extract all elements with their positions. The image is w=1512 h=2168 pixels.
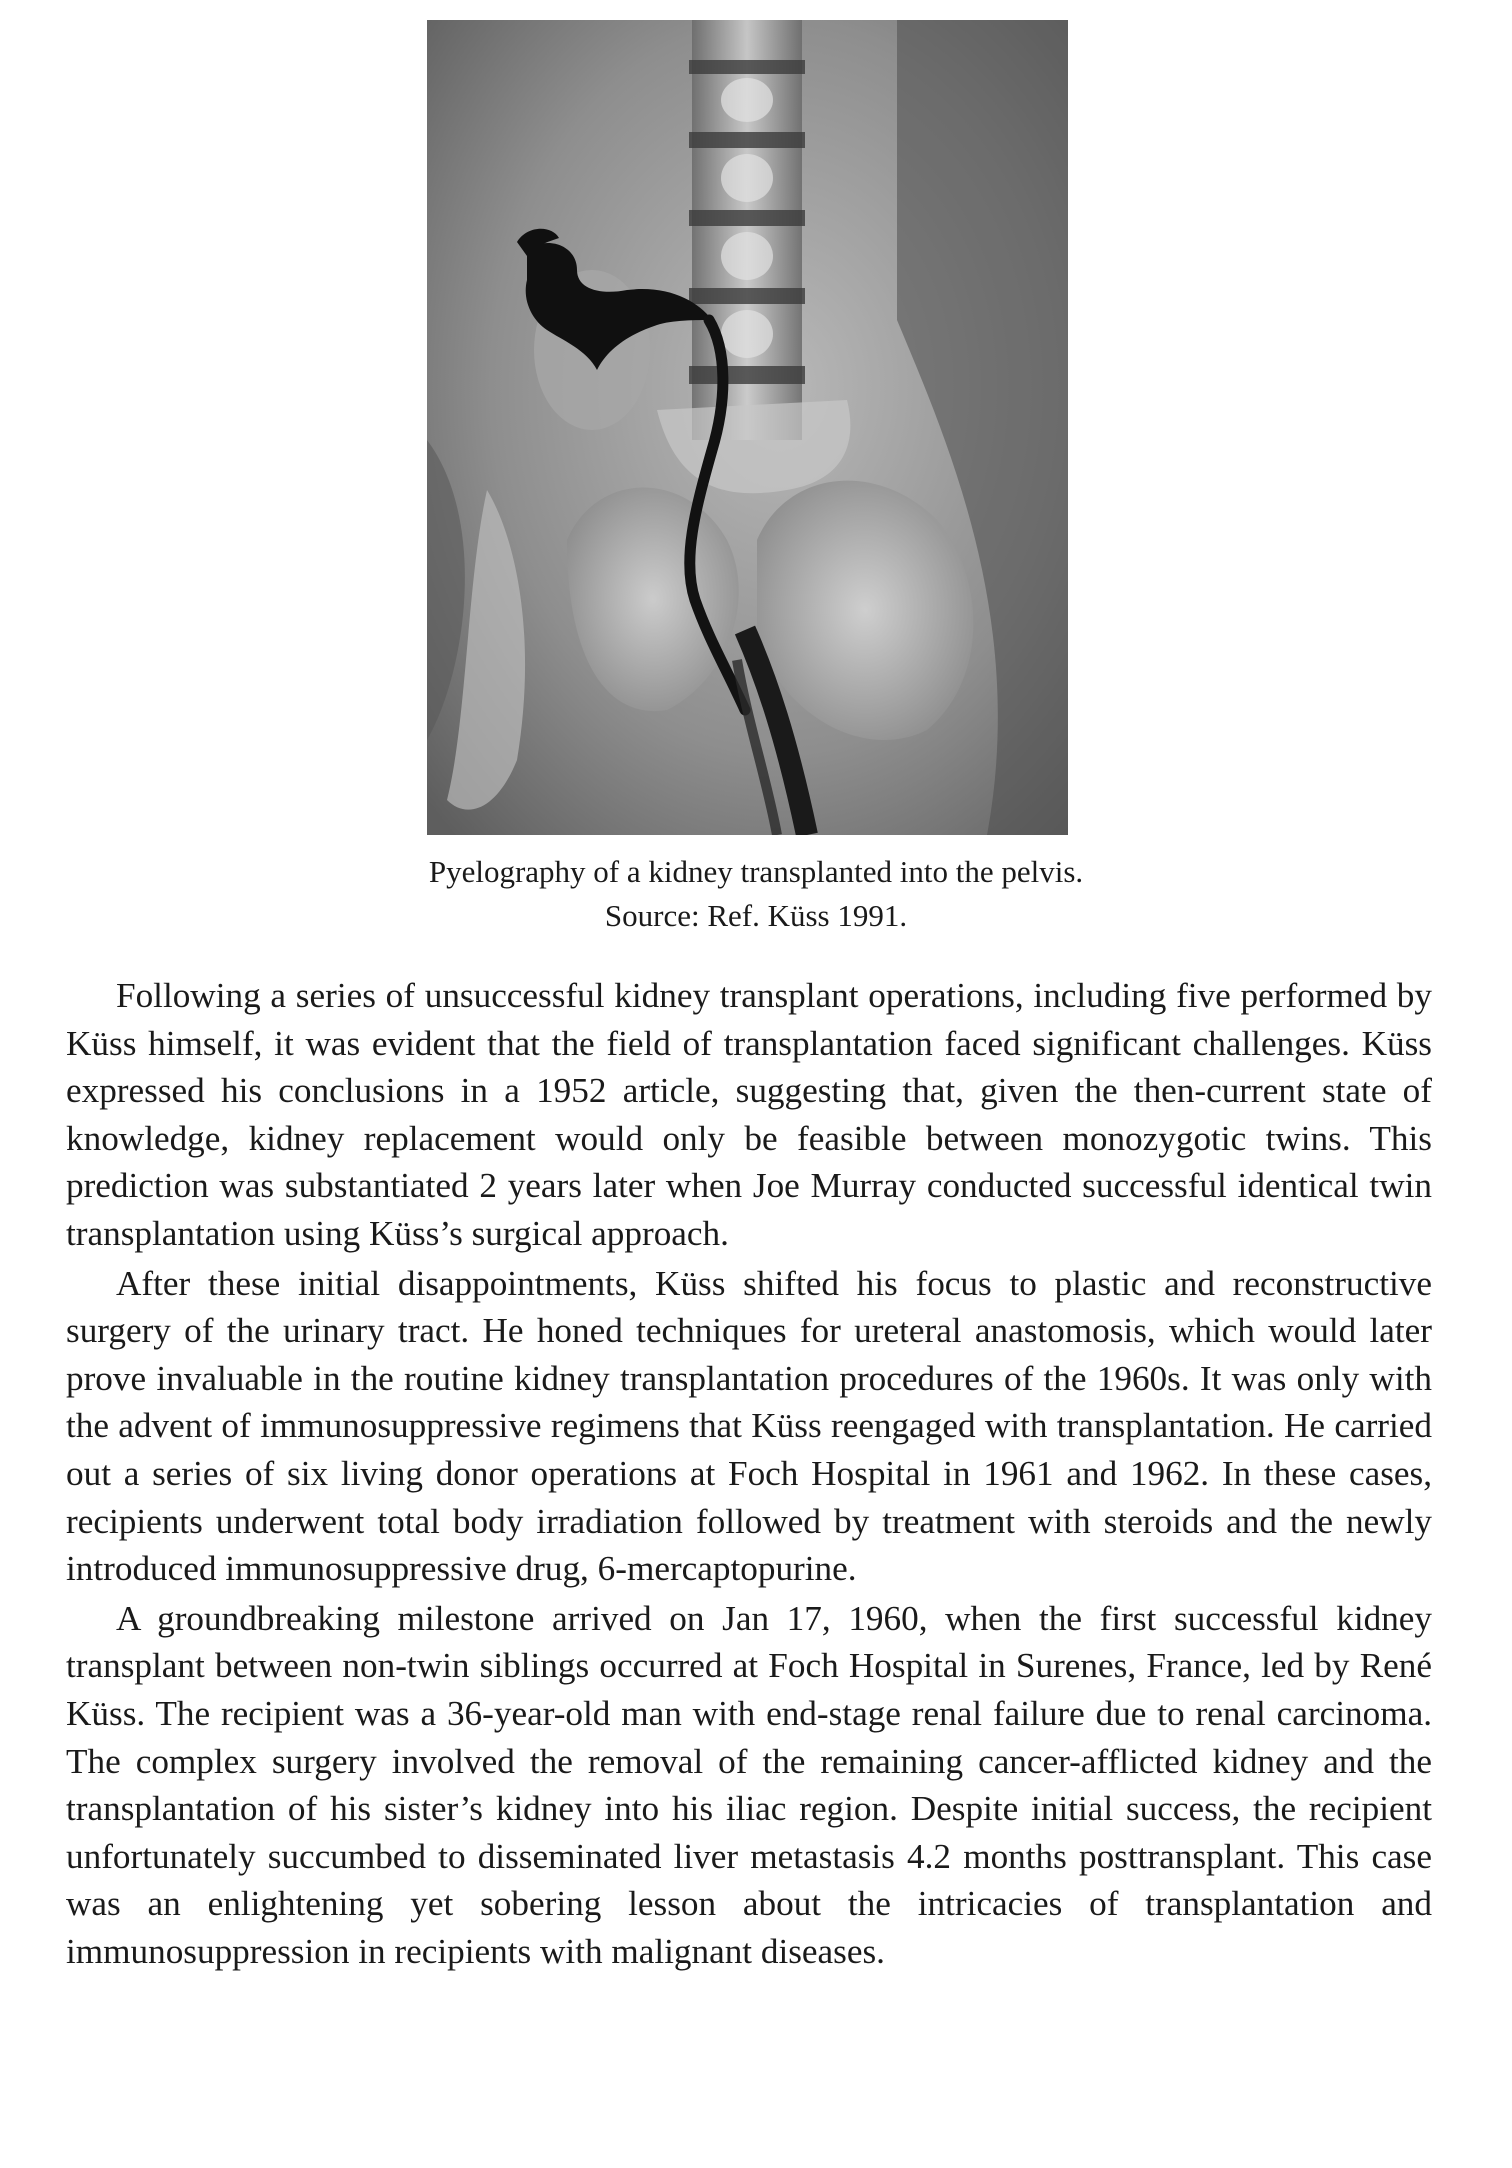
figure-caption — [0, 850, 1512, 938]
paragraph-1: Following a series of unsuccessful kidney transplant operations, including five performed by Küss himself, it was evident that the field of transplantation faced significant challenges. Küss expressed his conclusions in a 1952 article, suggesting that, given the then-current state of knowledge, kidney replacement would only be feasible between monozygotic twins. This prediction was substantiated 2 years later when Joe Murray conducted successful identical twin transplantation using Küss’s surgical approach. — [66, 976, 1432, 1253]
xray-image-drawing — [427, 20, 1068, 835]
caption-line-2: Source: Ref. Küss 1991. — [604, 898, 908, 933]
caption-line-1: Pyelography of a kidney transplanted into the pelvis. — [428, 854, 1084, 889]
paragraph-2: After these initial disappointments, Küss shifted his focus to plastic and reconstructive surgery of the urinary tract. He honed techniques for ureteral anastomosis, which would later prove invaluable in the routine kidney transplantation procedures of the 1960s. It was only with the advent of immunosuppressive regimens that Küss reengaged with transplantation. He carried out a series of six living donor operations at Foch Hospital in 1961 and 1962. In these cases, recipients underwent total body irradiation followed by treatment with steroids and the newly introduced immunosuppressive drug, 6-mercaptopurine. — [66, 1263, 1432, 1589]
paragraph-3: A groundbreaking milestone arrived on Jan 17, 1960, when the first successful kidney transplant between non-twin siblings occurred at Foch Hospital in Surenes, France, led by René Küss. The recipient was a 36-year-old man with end-stage renal failure due to renal carcinoma. The complex surgery involved the removal of the remaining cancer-afflicted kidney and the transplantation of his sister’s kidney into his iliac region. Despite initial success, the recipient unfortunately succumbed to disseminated liver metastasis 4.2 months posttransplant. This case was an enlightening yet sobering lesson about the intricacies of transplantation and immunosuppression in recipients with malignant diseases. — [66, 1598, 1432, 1971]
article-body — [66, 972, 1432, 1975]
xray-pyelography-image — [427, 20, 1068, 835]
